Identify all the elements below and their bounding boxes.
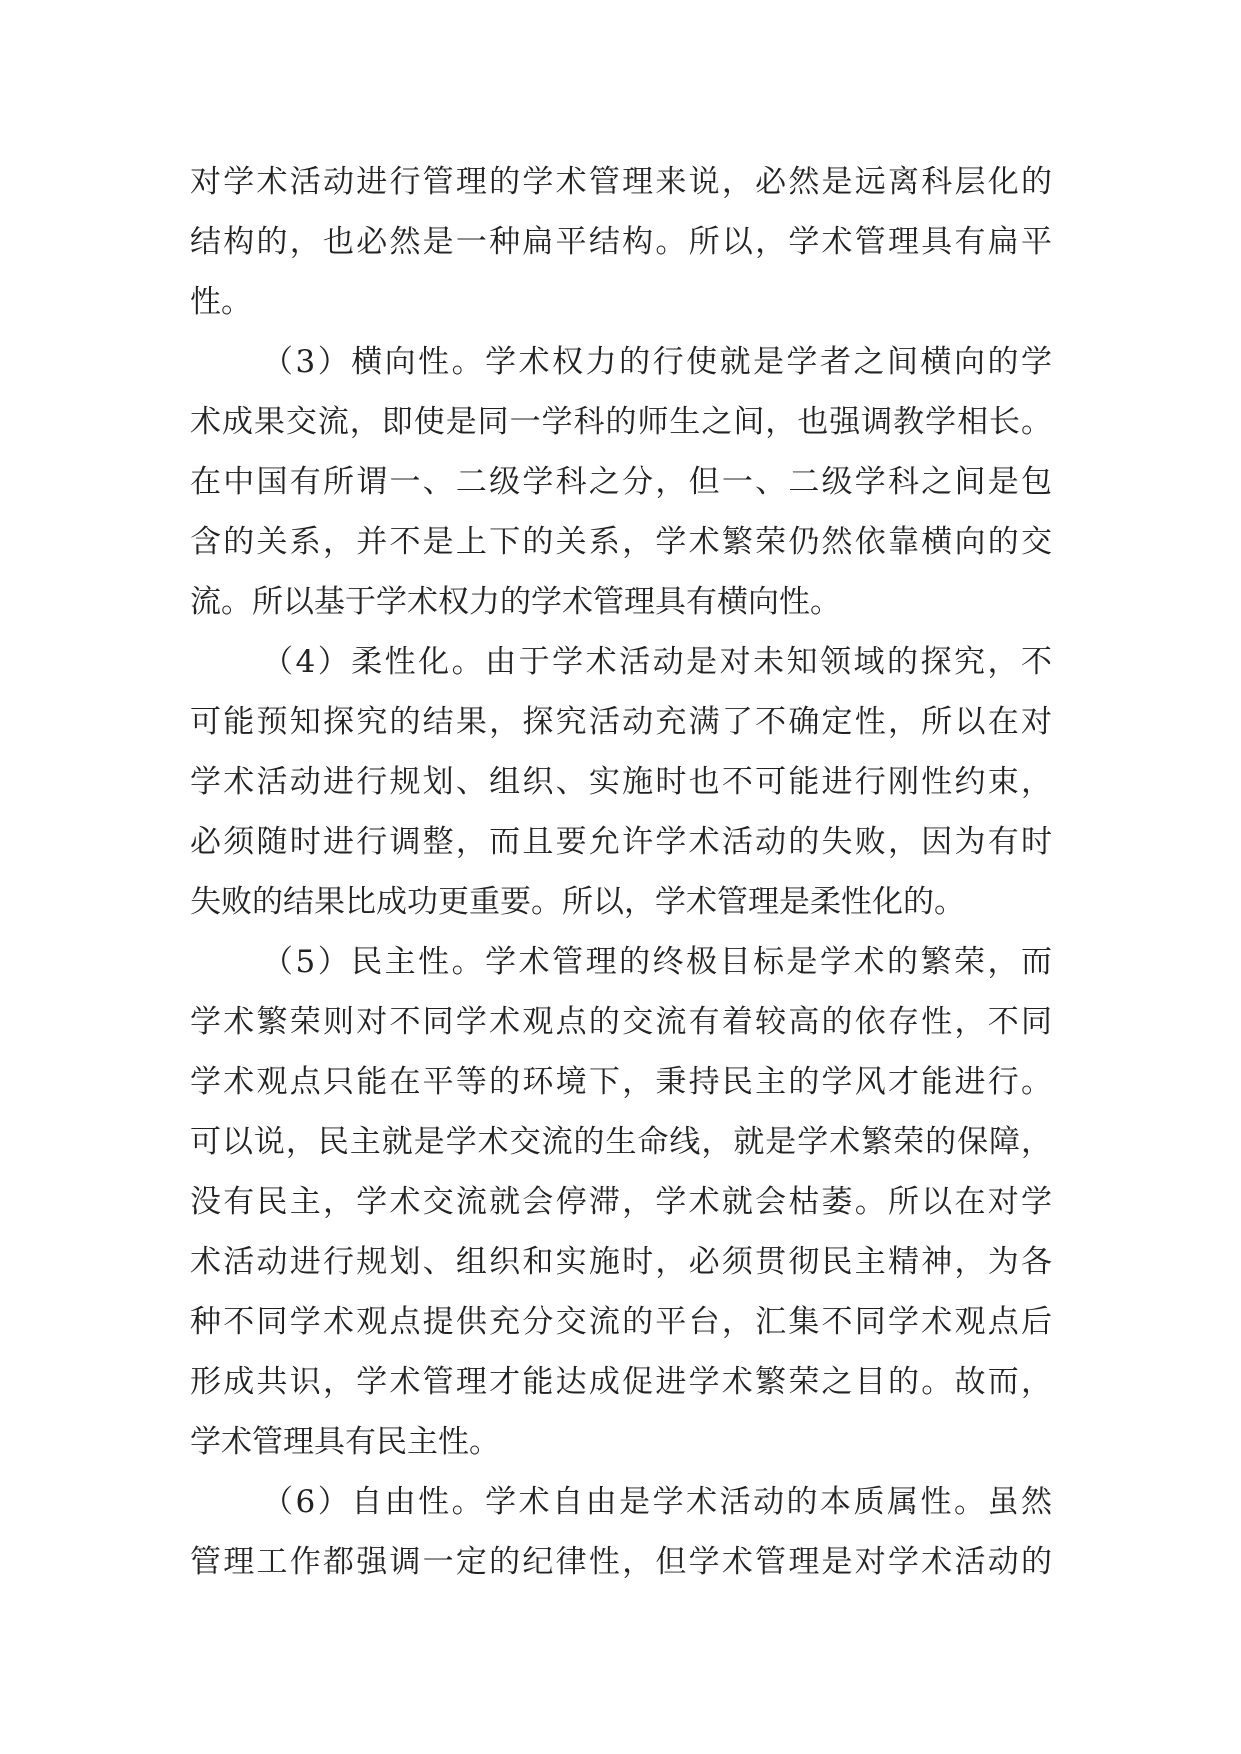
text-line: （5）民主性。学术管理的终极目标是学术的繁荣，而 — [262, 944, 1052, 980]
text-line: 没有民主，学术交流就会停滞，学术就会枯萎。所以在对学 — [190, 1184, 1052, 1220]
text-line: （3）横向性。学术权力的行使就是学者之间横向的学 — [262, 344, 1052, 380]
text-line: 管理工作都强调一定的纪律性，但学术管理是对学术活动的 — [190, 1544, 1052, 1580]
text-line: 可以说，民主就是学术交流的生命线，就是学术繁荣的保障， — [190, 1124, 1052, 1160]
text-line: 在中国有所谓一、二级学科之分，但一、二级学科之间是包 — [190, 464, 1052, 500]
text-line: 学术管理具有民主性。 — [190, 1424, 500, 1460]
text-line: 学术活动进行规划、组织、实施时也不可能进行刚性约束， — [190, 764, 1052, 800]
text-line: 流。所以基于学术权力的学术管理具有横向性。 — [190, 584, 841, 620]
text-line: 含的关系，并不是上下的关系，学术繁荣仍然依靠横向的交 — [190, 524, 1052, 560]
text-line: 必须随时进行调整，而且要允许学术活动的失败，因为有时 — [190, 824, 1052, 860]
text-line: 术成果交流，即使是同一学科的师生之间，也强调教学相长。 — [190, 404, 1052, 440]
text-line: （6）自由性。学术自由是学术活动的本质属性。虽然 — [262, 1484, 1052, 1520]
text-line: 学术观点只能在平等的环境下，秉持民主的学风才能进行。 — [190, 1064, 1052, 1100]
document-body — [190, 152, 1052, 1592]
text-line: 结构的，也必然是一种扁平结构。所以，学术管理具有扁平 — [190, 224, 1052, 260]
text-line: 性。 — [190, 284, 252, 320]
text-line: （4）柔性化。由于学术活动是对未知领域的探究，不 — [262, 644, 1052, 680]
text-line: 种不同学术观点提供充分交流的平台，汇集不同学术观点后 — [190, 1304, 1052, 1340]
text-line: 术活动进行规划、组织和实施时，必须贯彻民主精神，为各 — [190, 1244, 1052, 1280]
text-line: 学术繁荣则对不同学术观点的交流有着较高的依存性，不同 — [190, 1004, 1052, 1040]
text-line: 失败的结果比成功更重要。所以，学术管理是柔性化的。 — [190, 884, 965, 920]
text-line: 形成共识，学术管理才能达成促进学术繁荣之目的。故而， — [190, 1364, 1052, 1400]
text-line: 对学术活动进行管理的学术管理来说，必然是远离科层化的 — [190, 164, 1052, 200]
text-line: 可能预知探究的结果，探究活动充满了不确定性，所以在对 — [190, 704, 1052, 740]
